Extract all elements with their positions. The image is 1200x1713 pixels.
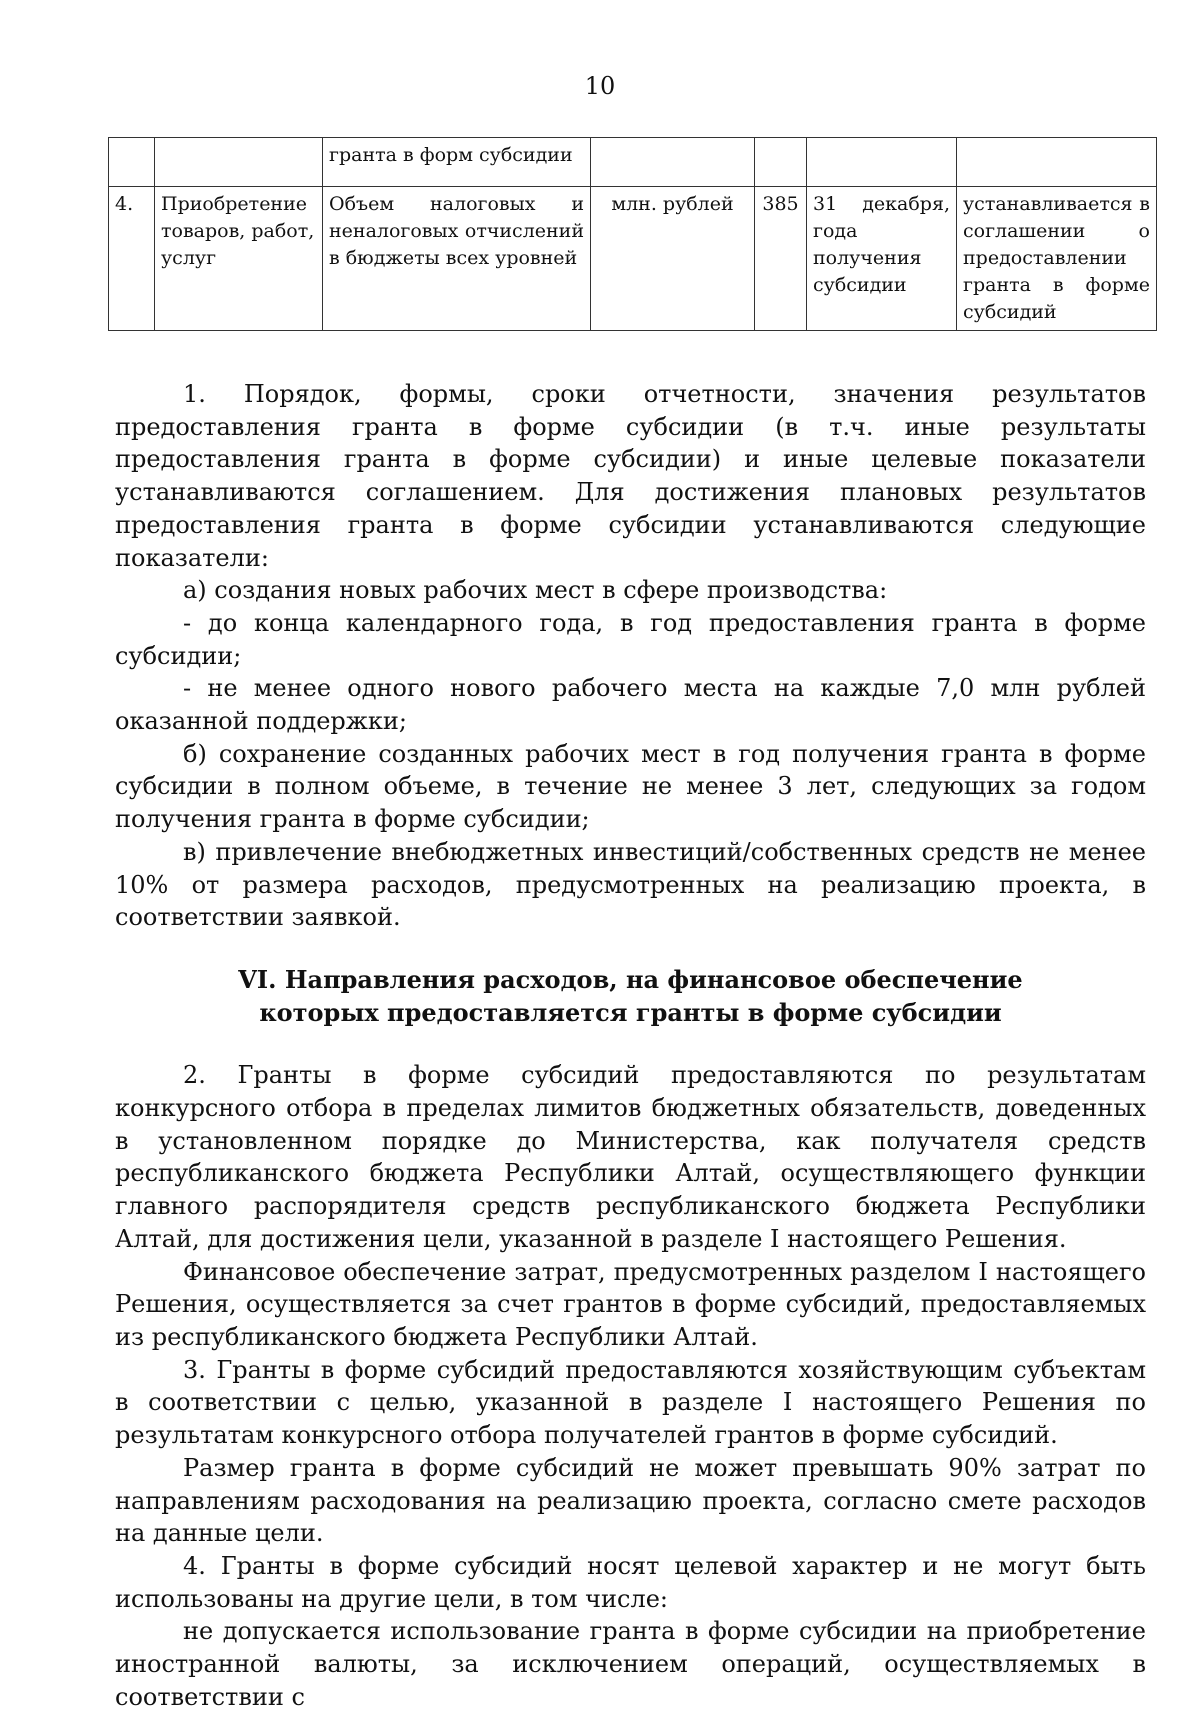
table-cell: 31 декабря, года получения субсидии	[807, 187, 957, 331]
table-cell: устанавливается в соглашении о предоставлении гранта в форме субсидий	[957, 187, 1157, 331]
paragraph: - до конца календарного года, в год предоставления гранта в форме субсидии;	[115, 608, 1146, 670]
paragraph: Размер гранта в форме субсидий не может превышать 90% затрат по направлениям расходования на реализацию проекта, согласно смете расходов на данные цели.	[115, 1453, 1146, 1548]
table-cell	[155, 138, 323, 187]
paragraph: не допускается использование гранта в форме субсидии на приобретение иностранной валюты, за исключением операций, осуществляемых в соответствии с	[115, 1617, 1146, 1711]
paragraph: а) создания новых рабочих мест в сфере производства:	[183, 576, 888, 605]
paragraph: 3. Гранты в форме субсидий предоставляются хозяйствующим субъектам в соответствии с целью, указанной в разделе I настоящего Решения по результатам конкурсного отбора получателей грантов в форме субсидий.	[115, 1355, 1146, 1450]
table-cell: млн. рублей	[591, 187, 755, 331]
paragraph: 4. Гранты в форме субсидий носят целевой характер и не могут быть использованы на другие цели, в том числе:	[115, 1551, 1146, 1613]
paragraph: 1. Порядок, формы, сроки отчетности, значения результатов предоставления гранта в форме субсидии (в т.ч. иные результаты предоставления гранта в форме субсидии) и иные целевые показатели устанавливаются соглашением. Для достижения плановых результатов предоставления гранта в форме субсидии устанавливаются следующие показатели:	[115, 380, 1146, 572]
indicators-table	[108, 137, 1157, 331]
paragraph: в) привлечение внебюджетных инвестиций/собственных средств не менее 10% от размера расходов, предусмотренных на реализацию проекта, в соответствии заявкой.	[115, 837, 1146, 932]
paragraph: - не менее одного нового рабочего места на каждые 7,0 млн рублей оказанной поддержки;	[115, 674, 1146, 736]
table-cell: 4.	[109, 187, 155, 331]
table-cell: 385	[755, 187, 807, 331]
table-cell: Приобретение товаров, работ, услуг	[155, 187, 323, 331]
table-cell	[755, 138, 807, 187]
page-number: 10	[584, 72, 616, 100]
document-body	[115, 378, 1146, 1713]
table-row	[109, 187, 1157, 331]
table-cell	[807, 138, 957, 187]
table-cell	[591, 138, 755, 187]
paragraph: б) сохранение созданных рабочих мест в год получения гранта в форме субсидии в полном объеме, в течение не менее 3 лет, следующих за годом получения гранта в форме субсидии;	[115, 739, 1146, 834]
paragraph: 2. Гранты в форме субсидий предоставляются по результатам конкурсного отбора в пределах лимитов бюджетных обязательств, доведенных в установленном порядке до Министерства, как получателя средств республиканского бюджета Республики Алтай, осуществляющего функции главного распорядителя средств республиканского бюджета Республики Алтай, для достижения цели, указанной в разделе I настоящего Решения.	[115, 1061, 1146, 1253]
table-cell	[109, 138, 155, 187]
paragraph: Финансовое обеспечение затрат, предусмотренных разделом I настоящего Решения, осуществляется за счет грантов в форме субсидий, предоставляемых из республиканского бюджета Республики Алтай.	[115, 1257, 1146, 1351]
table-cell: Объем налоговых и неналоговых отчислений в бюджеты всех уровней	[323, 187, 591, 331]
table-cell	[957, 138, 1157, 187]
table-cell: гранта в форм субсидии	[323, 138, 591, 187]
table-row	[109, 138, 1157, 187]
section-heading: VI. Направления расходов, на финансовое обеспечение которых предоставляется гранты в форме субсидии	[238, 964, 1023, 1027]
